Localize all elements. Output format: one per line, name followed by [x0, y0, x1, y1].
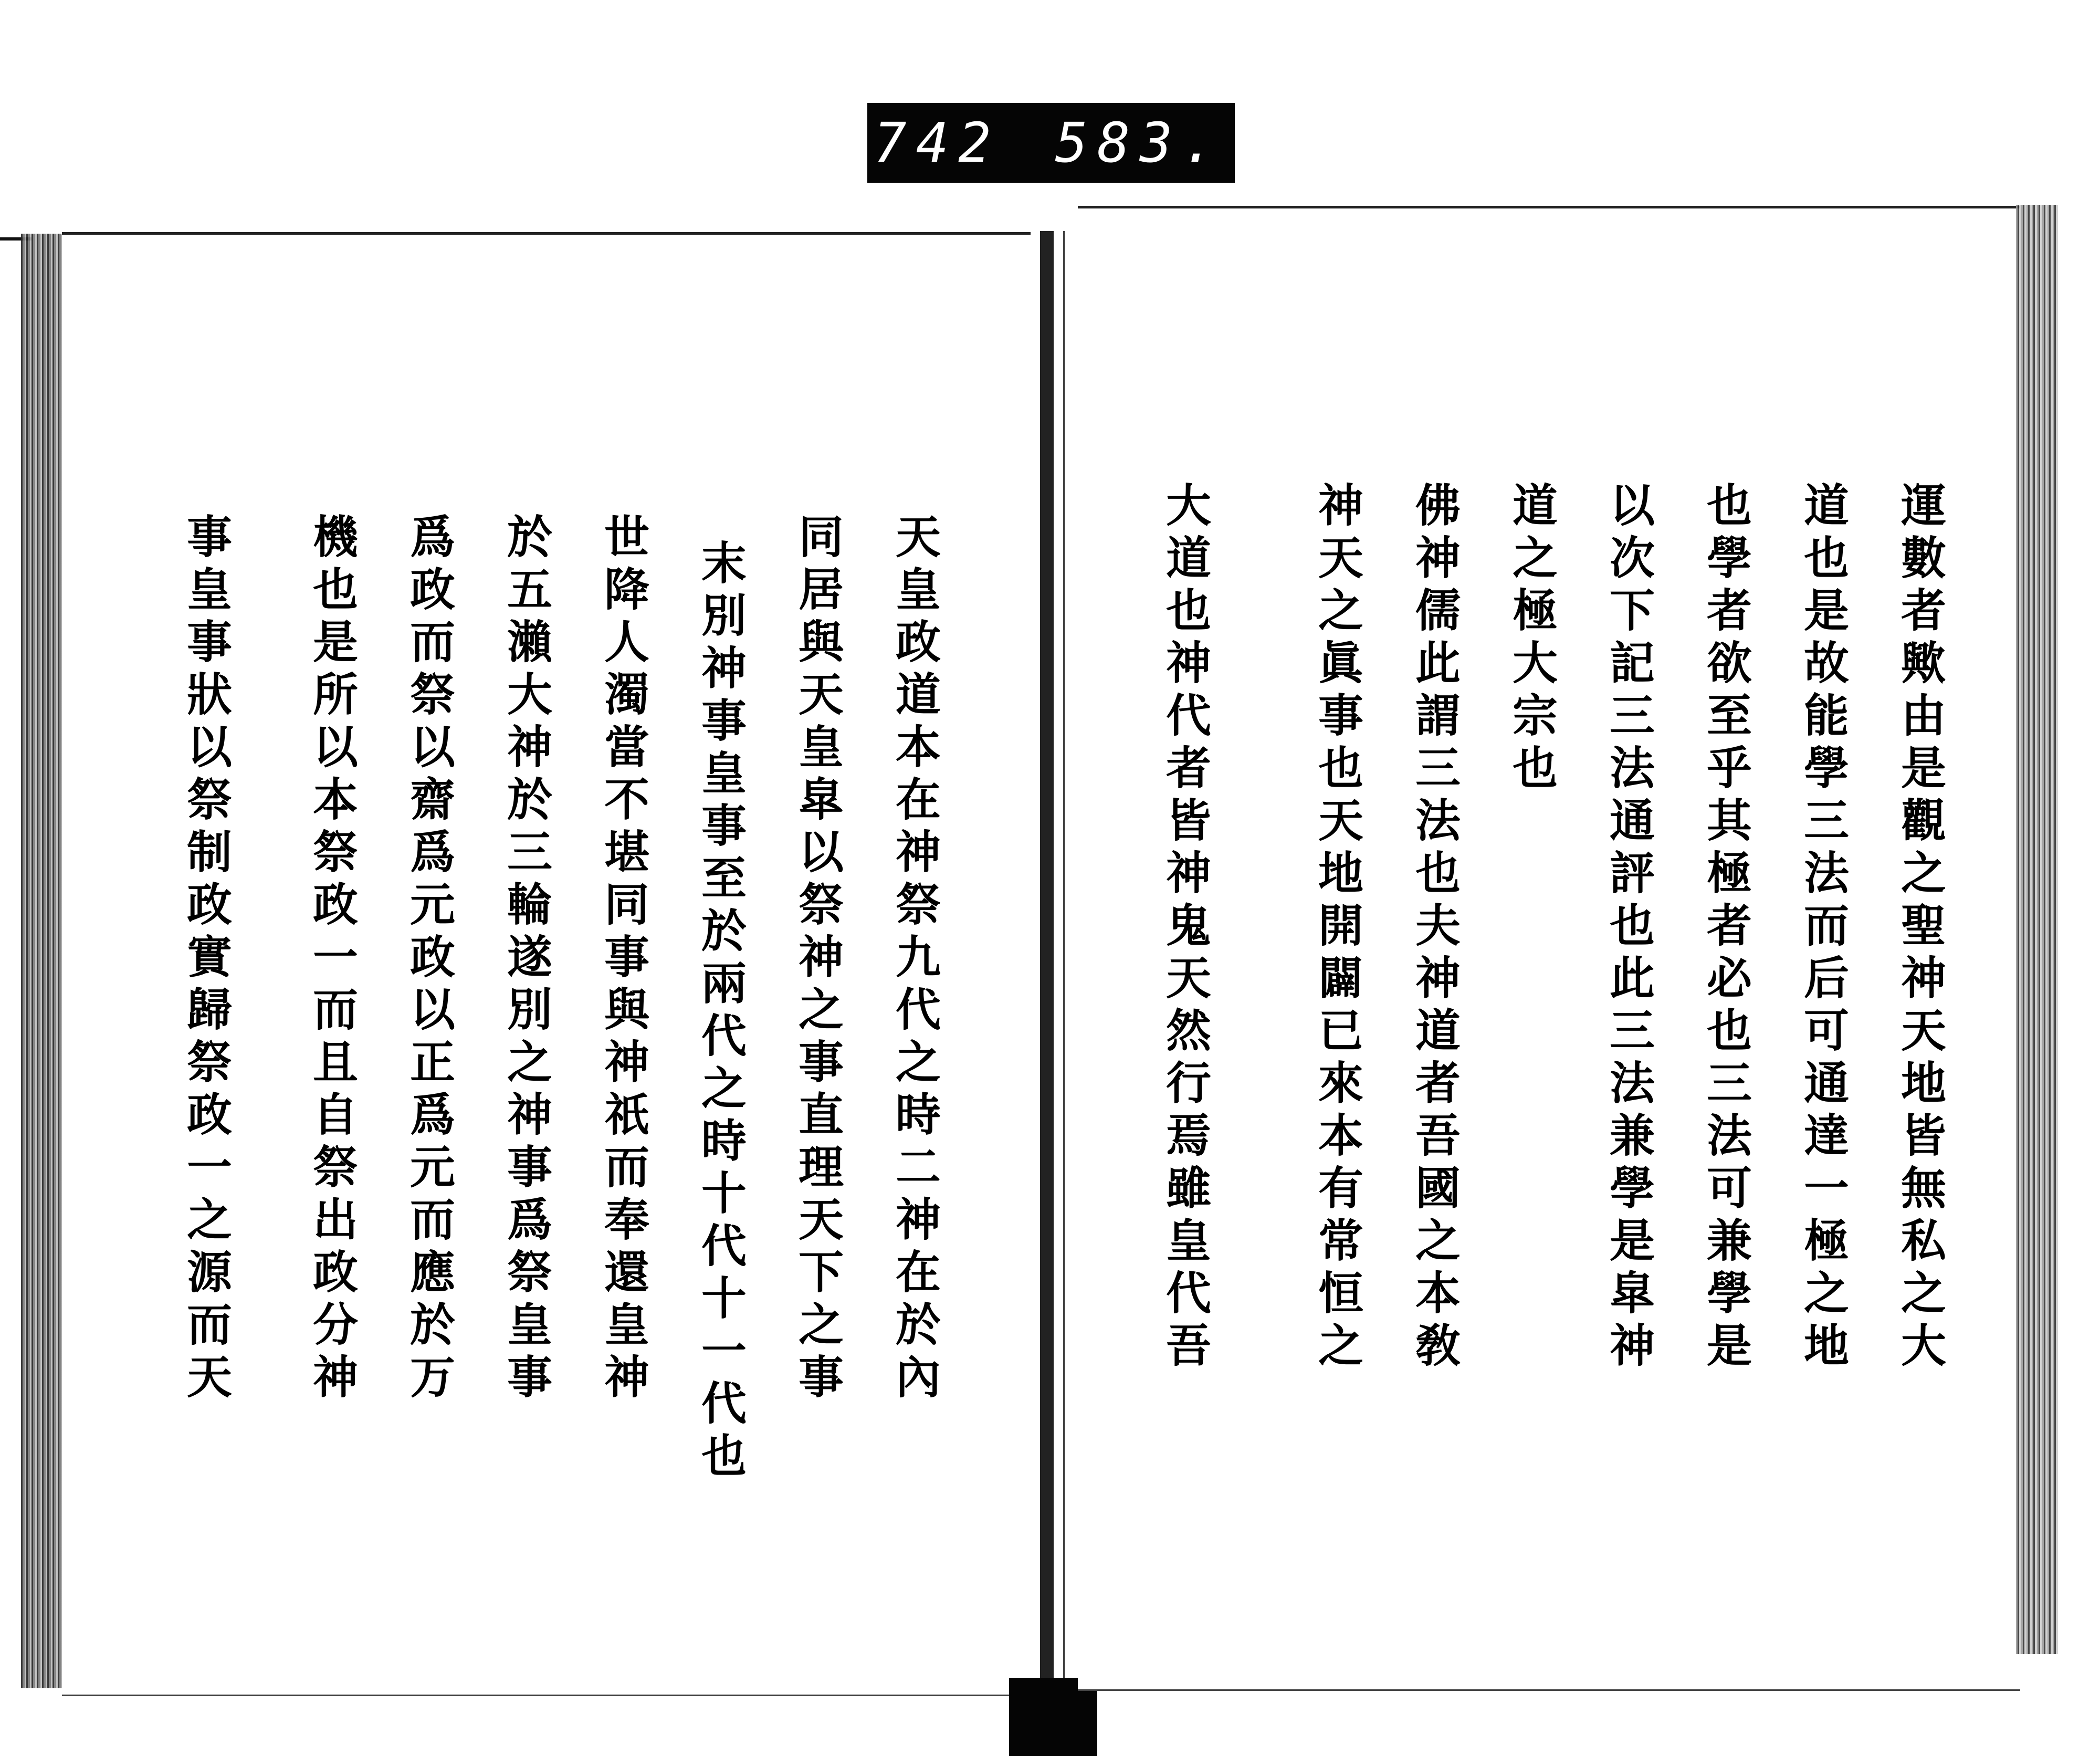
- left-column-8: 事皇事狀以祭制政實歸祭政一之源而天: [179, 513, 232, 1406]
- right-column-6: 佛神儒此謂三法也夫神道者吾國之本敎: [1408, 482, 1461, 1374]
- left-column-3: 末別神事皇事至於兩代之時十代十一代也: [694, 539, 747, 1485]
- right-column-4: 以次下記三法通評也此三法兼學是皐神: [1602, 482, 1655, 1374]
- left-page-edge: [21, 234, 63, 1688]
- right-column-2: 道也是故能學三法而后可通達一極之地: [1796, 482, 1849, 1374]
- left-column-5: 於五瀨大神於三輪遂別之神事爲祭皇事: [499, 513, 552, 1406]
- right-column-5: 道之極大宗也: [1505, 482, 1558, 797]
- right-column-1: 運數者歟由是觀之聖神天地皆無私之大: [1893, 482, 1946, 1374]
- right-page: [1078, 206, 2020, 1691]
- archive-number-left: 742: [874, 111, 1001, 175]
- archive-number-right: 583.: [1055, 111, 1224, 175]
- left-column-6: 爲政而祭以齋爲元政以正爲元而應於万: [402, 513, 455, 1406]
- right-page-edge: [2016, 205, 2058, 1654]
- archive-number-label: [867, 103, 1235, 183]
- left-page: [62, 232, 1031, 1696]
- left-column-4: 世降人濁當不堪同事與神祇而奉還皇神: [596, 513, 649, 1406]
- left-column-1: 天皇政道本在神祭九代之時二神在於內: [888, 513, 941, 1406]
- book-gutter: [1031, 231, 1078, 1701]
- right-column-7: 神天之眞事也天地開闢已來本有常恒之: [1310, 482, 1363, 1374]
- left-column-7: 機也是所以本祭政一而且自祭出政分神: [305, 513, 358, 1406]
- right-column-3: 也學者欲至乎其極者必也三法可兼學是: [1699, 482, 1752, 1374]
- right-column-8: 大道也神代者皆神鬼天然行焉雖皇代吾: [1158, 482, 1211, 1374]
- left-column-2: 同居與天皇皐以祭神之事直理天下之事: [791, 513, 844, 1406]
